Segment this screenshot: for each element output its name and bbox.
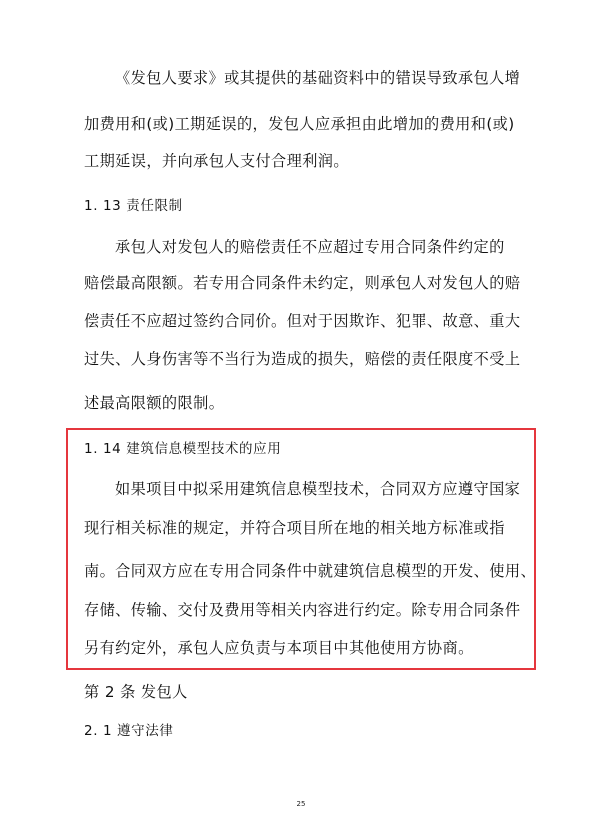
section-1-14-line-5: 另有约定外，承包人应负责与本项目中其他使用方协商。 [84, 639, 474, 657]
section-1-14-line-4: 存储、传输、交付及费用等相关内容进行约定。除专用合同条件 [84, 601, 521, 619]
paragraph-1-line-3: 工期延误，并向承包人支付合理利润。 [84, 152, 349, 170]
highlight-box [66, 428, 536, 670]
paragraph-1-line-2: 加费用和(或)工期延误的，发包人应承担由此增加的费用和(或) [84, 115, 515, 133]
section-1-13-heading: 1. 13 责任限制 [84, 198, 183, 214]
section-1-14-heading: 1. 14 建筑信息模型技术的应用 [84, 441, 282, 457]
section-1-13-line-4: 过失、人身伤害等不当行为造成的损失，赔偿的责任限度不受上 [84, 350, 521, 368]
article-2-heading: 第 2 条 发包人 [84, 683, 188, 701]
section-1-13-line-5: 述最高限额的限制。 [84, 394, 225, 412]
paragraph-1-line-1: 《发包人要求》或其提供的基础资料中的错误导致承包人增 [115, 69, 521, 87]
section-1-13-line-2: 赔偿最高限额。若专用合同条件未约定，则承包人对发包人的赔 [84, 274, 521, 292]
section-1-14-line-3: 南。合同双方应在专用合同条件中就建筑信息模型的开发、使用、 [84, 562, 537, 580]
section-1-13-line-3: 偿责任不应超过签约合同价。但对于因欺诈、犯罪、故意、重大 [84, 312, 521, 330]
section-1-14-line-2: 现行相关标准的规定，并符合项目所在地的相关地方标准或指 [84, 519, 505, 537]
section-2-1-heading: 2. 1 遵守法律 [84, 723, 174, 739]
section-1-13-line-1: 承包人对发包人的赔偿责任不应超过专用合同条件约定的 [115, 238, 505, 256]
page-number: 25 [296, 800, 306, 808]
section-1-14-line-1: 如果项目中拟采用建筑信息模型技术，合同双方应遵守国家 [115, 480, 521, 498]
